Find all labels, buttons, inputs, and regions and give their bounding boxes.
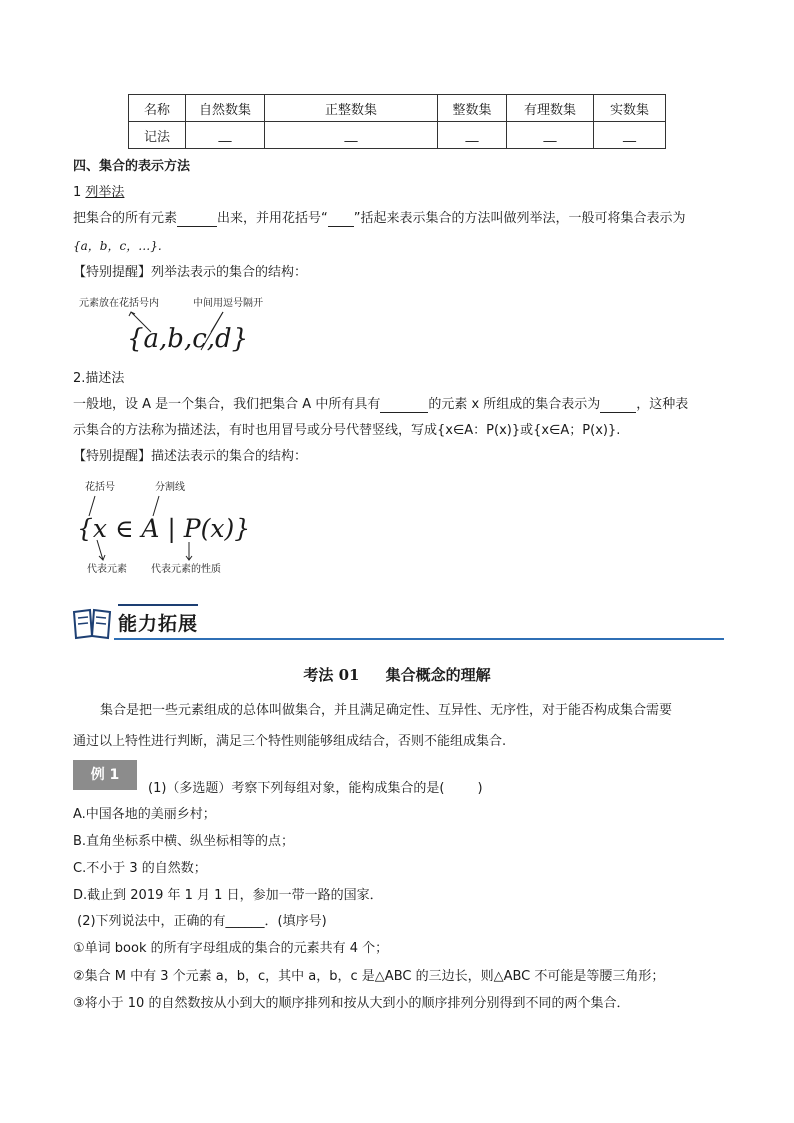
enumeration-structure-figure xyxy=(73,292,293,358)
special-reminder-1: 【特别提醒】列举法表示的集合的结构： xyxy=(73,265,308,280)
statement-1: ①单词 book 的所有字母组成的集合的元素共有 4 个； xyxy=(73,941,389,956)
figure-label: 代表元素 xyxy=(87,564,127,575)
special-reminder-2: 【特别提醒】描述法表示的集合的结构： xyxy=(73,449,308,464)
table-cell: __ xyxy=(186,122,265,149)
statement-2: ②集合 M 中有 3 个元素 a，b，c，其中 a，b，c 是△ABC 的三边长，则△ABC 不可能是等腰三角形； xyxy=(73,969,665,984)
set-notation-example: {a，b，c，…}. xyxy=(73,239,162,253)
subheading-label: 列举法 xyxy=(85,185,125,200)
subheading-description: 2.描述法 xyxy=(73,371,125,386)
table-cell: 记法 xyxy=(129,122,186,149)
figure-label: 元素放在花括号内 xyxy=(79,298,159,309)
paragraph-description-1 xyxy=(73,396,688,413)
table-cell: 整数集 xyxy=(438,95,507,122)
set-expression: {a,b,c,d} xyxy=(127,324,249,354)
table-cell: __ xyxy=(438,122,507,149)
fill-blank xyxy=(177,212,217,227)
banner-overline xyxy=(118,604,198,606)
option-a: A.中国各地的美丽乡村； xyxy=(73,807,216,822)
text-span: 的元素 x 所组成的集合表示为 xyxy=(428,397,601,412)
figure-label: 中间用逗号隔开 xyxy=(193,298,263,309)
text-span: ”括起来表示集合的方法叫做列举法，一般可将集合表示为 xyxy=(353,211,686,226)
book-icon xyxy=(70,606,114,640)
text-span: 出来，并用花括号“ xyxy=(217,211,328,226)
table-cell: 名称 xyxy=(129,95,186,122)
method-title: 考法 01 集合概念的理解 xyxy=(303,666,491,684)
option-c: C.不小于 3 的自然数； xyxy=(73,861,207,876)
question-1: (1)（多选题）考察下列每组对象，能构成集合的是( ) xyxy=(148,781,483,796)
section-heading: 四、集合的表示方法 xyxy=(73,159,191,174)
text-span: 把集合的所有元素 xyxy=(73,211,178,226)
table-cell: __ xyxy=(265,122,438,149)
example-badge: 例 1 xyxy=(73,760,137,790)
table-row xyxy=(129,95,666,122)
paragraph-enumeration xyxy=(73,210,686,227)
table-row xyxy=(129,122,666,149)
fill-blank xyxy=(328,212,354,227)
paragraph-description-2: 示集合的方法称为描述法，有时也用冒号或分号代替竖线，写成{x∈A：P(x)}或{x∈A；P(x)}. xyxy=(73,423,621,438)
table-cell: __ xyxy=(594,122,666,149)
text-span: 一般地，设 A 是一个集合，我们把集合 A 中所有具有 xyxy=(73,397,381,412)
banner-title: 能力拓展 xyxy=(118,613,199,635)
figure-label: 花括号 xyxy=(85,482,115,493)
description-structure-figure xyxy=(73,476,293,580)
section-banner xyxy=(70,600,724,642)
table-cell: __ xyxy=(507,122,594,149)
method-paragraph-2: 通过以上特性进行判断，满足三个特性则能够组成结合，否则不能组成集合. xyxy=(73,734,507,749)
table-cell: 实数集 xyxy=(594,95,666,122)
banner-rule xyxy=(114,638,724,640)
text-span: ，这种表 xyxy=(636,397,689,412)
fill-blank xyxy=(380,398,428,413)
figure-label: 分割线 xyxy=(155,482,185,493)
figure-label: 代表元素的性质 xyxy=(151,564,221,575)
table-cell: 正整数集 xyxy=(265,95,438,122)
question-2: (2)下列说法中，正确的有______．(填序号) xyxy=(73,914,327,929)
table-cell: 自然数集 xyxy=(186,95,265,122)
number-sets-table xyxy=(128,94,666,149)
set-expression: {x ∈ A | P(x)} xyxy=(77,514,251,543)
option-b: B.直角坐标系中横、纵坐标相等的点； xyxy=(73,834,295,849)
subheading-enumeration xyxy=(73,184,124,201)
statement-3: ③将小于 10 的自然数按从小到大的顺序排列和按从大到小的顺序排列分别得到不同的两个集合． xyxy=(73,996,630,1011)
option-d: D.截止到 2019 年 1 月 1 日，参加一带一路的国家． xyxy=(73,888,383,903)
subheading-number: 1 xyxy=(73,185,86,200)
table-cell: 有理数集 xyxy=(507,95,594,122)
method-paragraph-1: 集合是把一些元素组成的总体叫做集合，并且满足确定性、互异性、无序性，对于能否构成集合需要 xyxy=(100,703,673,718)
fill-blank xyxy=(600,398,636,413)
